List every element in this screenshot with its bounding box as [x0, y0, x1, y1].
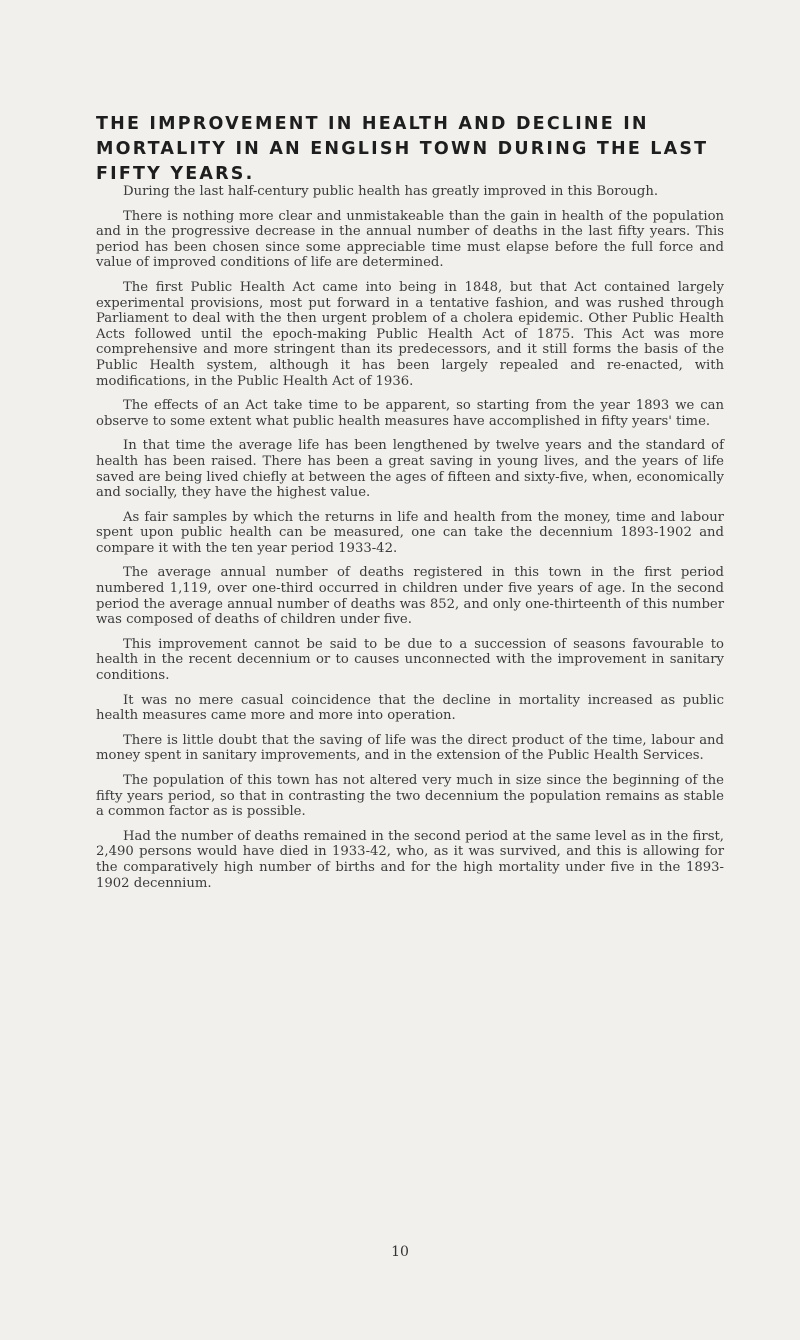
paragraph: This improvement cannot be said to be due to a succession of seasons favourable to health in the recent decennium or to causes unconnected with the improvement in sanitary conditions. [96, 636, 724, 684]
paragraph: Had the number of deaths remained in the second period at the same level as in the first, 2,490 persons would have died in 1933-42, who, as it was survived, and this is allowing for the comparatively high number of births and for the high mortality under five in the 1893-1902 decennium. [96, 828, 724, 891]
paragraph: As fair samples by which the returns in life and health from the money, time and labour spent upon public health can be measured, one can take the decennium 1893-1902 and compare it with the ten year period 1933-42. [96, 509, 724, 556]
paragraph: In that time the average life has been lengthened by twelve years and the standard of health has been raised. There has been a great saving in young lives, and the years of life saved are being lived chiefly at between the ages of fifteen and sixty-five, when, economically and socially, they have the highest value. [96, 438, 724, 501]
paragraph: It was no mere casual coincidence that the decline in mortality increased as public health measures came more and more into operation. [96, 692, 724, 724]
page-number: 10 [391, 1244, 409, 1260]
body-text [96, 184, 724, 900]
paragraph: The average annual number of deaths registered in this town in the first period numbered 1,119, over one-third occurred in children under five years of age. In the second period the average annual number of deaths was 852, and only one-thirteenth of this number was composed of deaths of children under five. [96, 565, 724, 628]
paragraph: There is nothing more clear and unmistakeable than the gain in health of the population and in the progressive decrease in the annual number of deaths in the last fifty years. This period has been chosen since some appreciable time must elapse before the full force and value of improved conditions of life are determined. [96, 208, 724, 271]
paragraph: During the last half-century public health has greatly improved in this Borough. [123, 184, 659, 199]
paragraph: There is little doubt that the saving of life was the direct product of the time, labour and money spent in sanitary improvements, and in the extension of the Public Health Services. [96, 732, 724, 764]
paragraph: The effects of an Act take time to be apparent, so starting from the year 1893 we can observe to some extent what public health measures have accomplished in fifty years' time. [96, 398, 724, 429]
paragraph: The first Public Health Act came into being in 1848, but that Act contained largely experimental provisions, most put forward in a tentative fashion, and was rushed through Parliament to deal with the then urgent problem of a cholera epidemic. Other Public Health Acts followed until the epoch-making Public Health Act of 1875. This Act was more comprehensive and more stringent than its predecessors, and it still forms the basis of the Public Health system, although it has been largely repealed and re-enacted, with modifications, in the Public Health Act of 1936. [96, 279, 724, 389]
paragraph: The population of this town has not altered very much in size since the beginning of the fifty years period, so that in contrasting the two decennium the population remains as stable a common factor as is possible. [96, 773, 724, 820]
page-title: THE IMPROVEMENT IN HEALTH AND DECLINE IN MORTALITY IN AN ENGLISH TOWN DURING THE LAST FIFTY YEARS. [96, 114, 709, 184]
